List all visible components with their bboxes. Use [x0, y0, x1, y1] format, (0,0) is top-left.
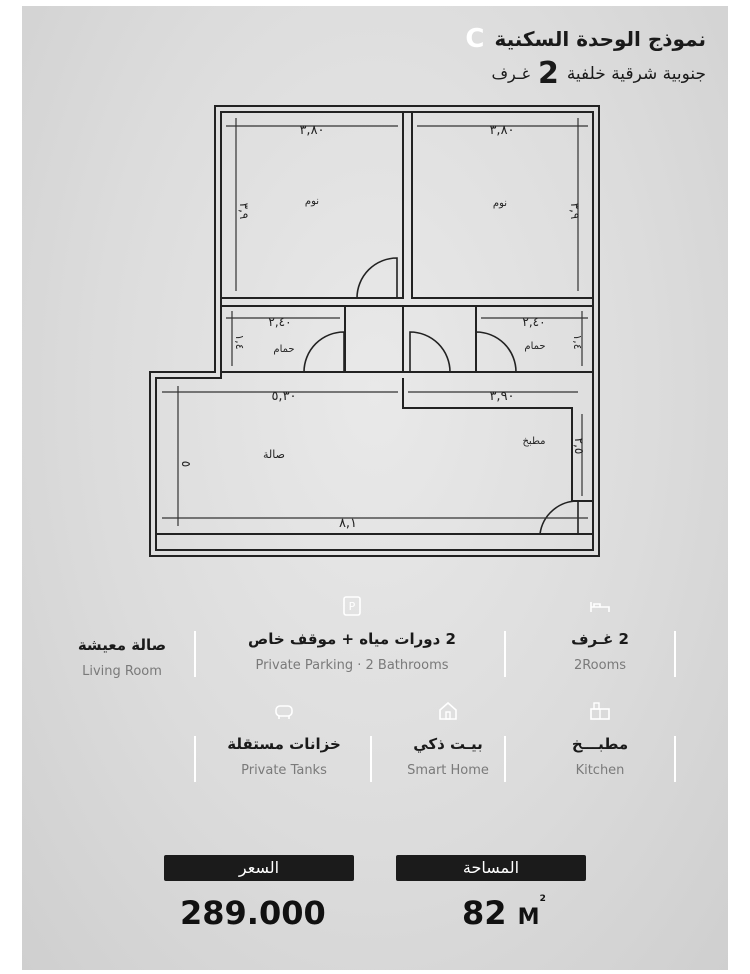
feature-living-room: [32, 636, 212, 679]
feature-en: Private Parking · 2 Bathrooms: [255, 658, 449, 673]
area-label: المساحة: [396, 855, 586, 881]
tank-icon: [272, 699, 296, 723]
feature-parking-bathrooms: [192, 594, 512, 673]
divider: [504, 631, 506, 677]
divider: [674, 736, 676, 782]
unit-card: [22, 6, 728, 970]
divider: [674, 631, 676, 677]
dim-bed-left-height: ٣,٩: [237, 202, 251, 220]
feature-en: Living Room: [82, 664, 162, 679]
divider: [504, 736, 506, 782]
dim-bath-left-height: ١,٤: [233, 334, 246, 350]
feature-en: Smart Home: [407, 763, 489, 778]
area-unit-power: 2: [539, 894, 546, 904]
price-label: السعر: [164, 855, 354, 881]
feature-kitchen: [510, 699, 690, 778]
dim-living-width: ٥,٣٠: [271, 389, 297, 404]
feature-ar: 2 غـرف: [571, 630, 629, 648]
feature-ar: خزانات مستقلة: [227, 735, 341, 753]
area-value: 82: [462, 894, 507, 932]
dim-bath-right-height: ١,٤: [571, 334, 584, 350]
feature-en: Private Tanks: [241, 763, 327, 778]
area-unit: M: [517, 905, 540, 930]
smart-home-icon: [436, 699, 460, 723]
door-swings: [304, 258, 578, 534]
orientation-text: جنوبية شرقية خلفية: [566, 63, 706, 84]
dim-bath-right-width: ٢,٤٠: [522, 315, 546, 329]
model-letter: C: [465, 24, 485, 54]
room-label-kitchen: مطبخ: [522, 436, 546, 447]
dim-living-height: ٥: [179, 460, 193, 468]
dim-kitchen-height: ٢,٥: [572, 437, 586, 455]
svg-text:P: P: [348, 600, 356, 613]
parking-icon: [340, 594, 364, 618]
room-label-living: صالة: [263, 448, 285, 461]
feature-en: Kitchen: [575, 763, 625, 778]
dim-kitchen-width: ٣,٩٠: [489, 389, 515, 404]
feature-en: 2Rooms: [573, 658, 627, 673]
feature-ar: 2 دورات مياه + موقف خاص: [248, 630, 456, 648]
room-label-bed-left: نوم: [304, 196, 320, 207]
feature-ar: مطبـــخ: [571, 735, 629, 753]
dim-bed-left-width: ٣,٨٠: [299, 123, 325, 138]
feature-ar: صالة معيشة: [77, 636, 167, 654]
room-label-bath-right: حمام: [524, 341, 546, 352]
room-label-bed-right: نوم: [492, 198, 508, 209]
dim-bed-right-height: ٣,٩: [568, 202, 582, 220]
bed-icon: [588, 594, 612, 618]
walls: [150, 106, 599, 556]
area-value-group: [462, 894, 546, 932]
room-label-bath-left: حمام: [273, 344, 295, 355]
dim-bed-right-width: ٣,٨٠: [489, 123, 515, 138]
floor-plan: [22, 6, 728, 586]
rooms-word: غـرف: [491, 64, 530, 83]
dim-bath-left-width: ٢,٤٠: [268, 315, 292, 329]
unit-model-title: نموذج الوحدة السكنية: [494, 27, 706, 51]
dim-total-width: ٨,١: [338, 516, 358, 531]
rooms-count: 2: [537, 56, 559, 91]
feature-rooms: [510, 594, 690, 673]
kitchen-icon: [588, 699, 612, 723]
feature-private-tanks: [194, 699, 374, 778]
feature-ar: بيـت ذكي: [413, 735, 483, 753]
price-value: 289.000: [180, 894, 326, 932]
